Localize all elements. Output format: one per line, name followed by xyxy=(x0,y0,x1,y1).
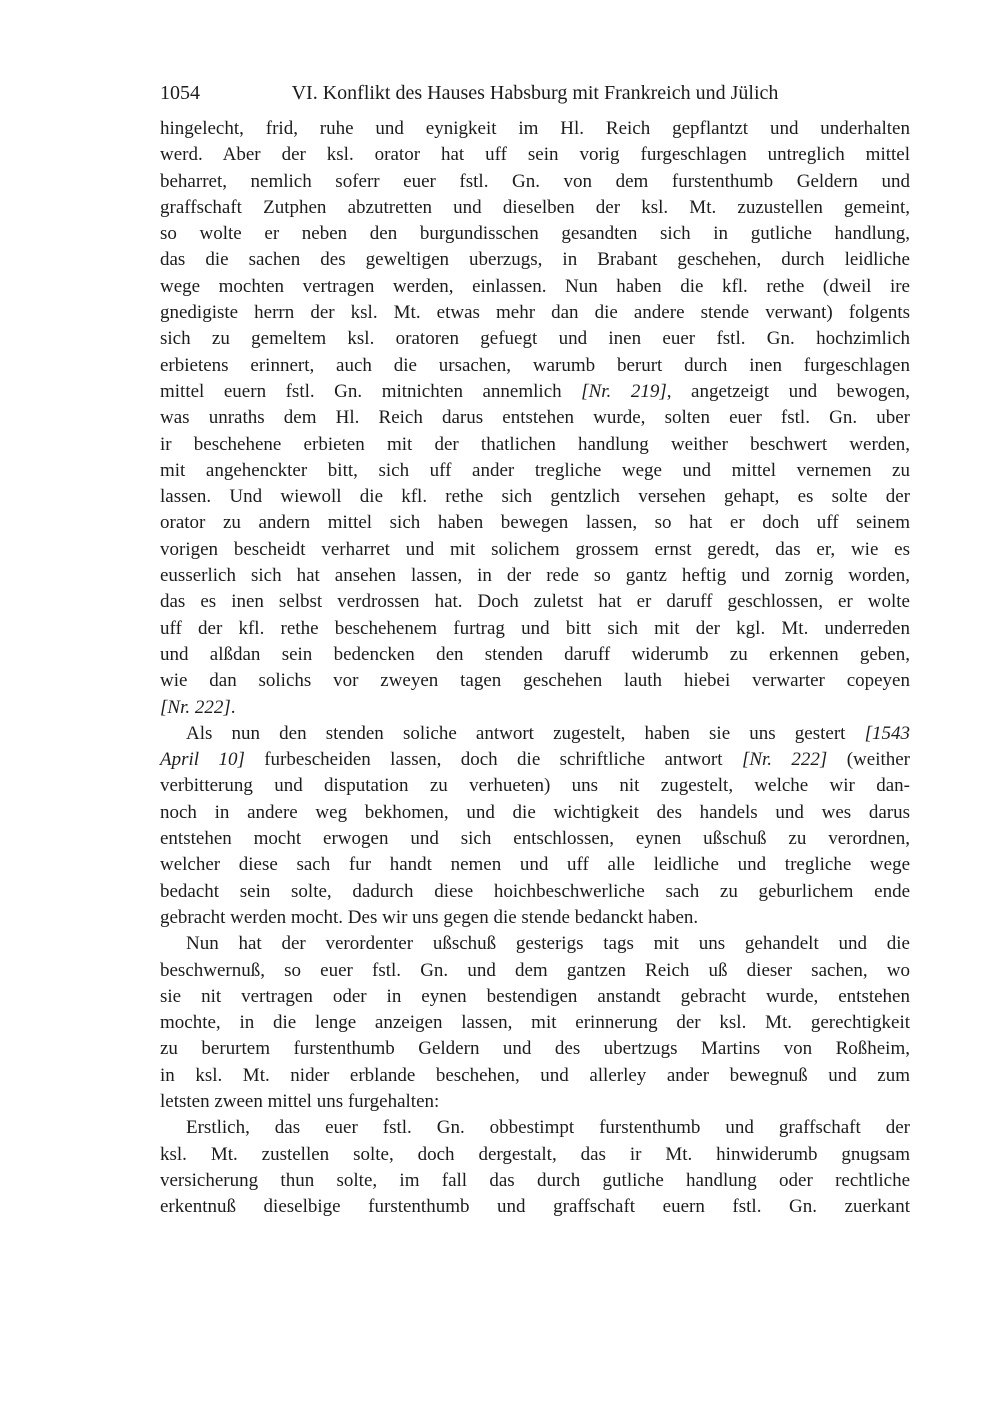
text-line xyxy=(160,169,910,195)
text-segment: hingelecht, frid, ruhe und eynigkeit im Hl. Reich gepflantzt und underhalten xyxy=(160,118,910,139)
text-segment: verbitterung und disputation zu verhueten) uns nit zugestelt, welche wir dan- xyxy=(160,775,910,797)
text-block xyxy=(160,116,910,1220)
text-segment: , angetzeigt und bewogen, xyxy=(666,380,911,402)
text-line xyxy=(160,1063,910,1089)
text-line xyxy=(160,616,910,642)
text-segment: Erstlich, das euer fstl. Gn. obbestimpt furstenthumb und graffschaft der xyxy=(186,1117,910,1139)
text-segment: was unraths dem Hl. Reich darus entstehen wurde, solten euer fstl. Gn. uber xyxy=(160,407,910,429)
text-line xyxy=(160,274,910,300)
text-line xyxy=(160,221,910,247)
text-line xyxy=(160,773,910,799)
text-segment: zu berurtem furstenthumb Geldern und des ubertzugs Martins von Roßheim, xyxy=(160,1038,910,1060)
text-line xyxy=(160,800,910,826)
text-line xyxy=(160,958,910,984)
page-number: 1054 xyxy=(160,82,200,104)
text-segment: wege mochten vertragen werden, einlassen. Nun haben die kfl. rethe (dweil ire xyxy=(160,275,910,297)
text-line xyxy=(160,563,910,589)
text-segment: eusserlich sich hat ansehen lassen, in der rede so gantz heftig und zornig worden, xyxy=(160,565,910,587)
running-header: VI. Konflikt des Hauses Habsburg mit Frankreich und Jülich xyxy=(291,82,779,104)
text-segment: versicherung thun solte, im fall das durch gutliche handlung oder rechtliche xyxy=(160,1169,910,1191)
text-segment: Nun hat der verordenter ußschuß gesterigs tags mit uns gehandelt und die xyxy=(186,933,910,955)
text-segment: entstehen mocht erwogen und sich entschlossen, eynen ußschuß zu verordnen, xyxy=(160,828,910,850)
text-segment: vorigen bescheidt verharret und mit solichem grossem ernst geredt, das er, wie es xyxy=(160,538,910,560)
text-line xyxy=(160,668,910,694)
text-segment: erbietens erinnert, auch die ursachen, warumb berurt durch inen furgeschlagen xyxy=(160,354,910,376)
text-line xyxy=(160,300,910,326)
text-line xyxy=(160,353,910,379)
text-line xyxy=(160,326,910,352)
text-line xyxy=(160,1089,910,1115)
text-line xyxy=(160,721,910,747)
text-segment: welcher diese sach fur handt nemen und uff alle leidliche und tregliche wege xyxy=(160,854,910,876)
text-segment: mit angehenckter bitt, sich uff ander tregliche wege und mittel vernemen zu xyxy=(160,459,910,481)
text-segment: mittel euern fstl. Gn. mitnichten annemlich xyxy=(160,380,582,402)
text-segment: (weither xyxy=(827,749,911,771)
text-segment: beschwernuß, so euer fstl. Gn. und dem gantzen Reich uß dieser sachen, wo xyxy=(160,959,910,981)
text-line xyxy=(160,852,910,878)
text-line xyxy=(160,826,910,852)
reference-citation: April 10] xyxy=(160,749,245,771)
text-segment: uff der kfl. rethe beschehenem furtrag und bitt sich mit der kgl. Mt. underreden xyxy=(160,617,910,639)
text-line xyxy=(160,1194,910,1220)
text-segment: mochte, in die lenge anzeigen lassen, mit erinnerung der ksl. Mt. gerechtigkeit xyxy=(160,1012,910,1034)
text-segment: . xyxy=(230,696,236,718)
text-segment: bedacht sein solte, dadurch diese hoichbeschwerliche sach zu geburlichem ende xyxy=(160,880,910,902)
text-segment: beharret, nemlich soferr euer fstl. Gn. von dem furstenthumb Geldern und xyxy=(160,170,910,192)
text-line xyxy=(160,1168,910,1194)
text-segment: erkentnuß dieselbige furstenthumb und graffschaft euern fstl. Gn. zuerkant xyxy=(160,1196,910,1218)
text-line xyxy=(160,247,910,273)
text-segment: gebracht werden mocht. Des wir uns gegen die stende bedanckt haben. xyxy=(160,906,699,928)
text-segment: werd. Aber der ksl. orator hat uff sein vorig furgeschlagen untreglich mittel xyxy=(160,144,910,166)
text-line xyxy=(160,1010,910,1036)
reference-citation: [1543 xyxy=(864,722,910,744)
text-segment: letsten zween mittel uns furgehalten: xyxy=(160,1090,440,1112)
text-segment: lassen. Und wiewoll die kfl. rethe sich gentzlich versehen gehapt, es solte der xyxy=(160,486,910,508)
text-line xyxy=(160,1036,910,1062)
text-segment: furbescheiden lassen, doch die schriftliche antwort xyxy=(244,749,742,771)
text-line xyxy=(160,379,910,405)
text-line xyxy=(160,537,910,563)
text-segment: so wolte er neben den burgundisschen gesandten sich in gutliche handlung, xyxy=(160,223,910,245)
text-segment: das es inen selbst verdrossen hat. Doch zuletst hat er daruff geschlossen, er wolte xyxy=(160,591,910,613)
reference-citation: [Nr. 222] xyxy=(160,696,231,718)
text-segment: gnedigiste herrn der ksl. Mt. etwas mehr dan die andere stende verwant) folgents xyxy=(160,302,910,324)
text-line xyxy=(160,510,910,536)
text-line xyxy=(160,747,910,773)
reference-citation: [Nr. 222] xyxy=(741,749,828,771)
text-line xyxy=(160,879,910,905)
text-line xyxy=(160,695,910,721)
text-segment: und alßdan sein bedencken den stenden daruff widerumb zu erkennen geben, xyxy=(160,643,910,665)
text-segment: ir beschehene erbieten mit der thatlichen handlung weither beschwert werden, xyxy=(160,433,910,455)
text-line xyxy=(160,905,910,931)
text-line xyxy=(160,484,910,510)
text-line xyxy=(160,984,910,1010)
text-segment: sie nit vertragen oder in eynen bestendigen anstandt gebracht wurde, entstehen xyxy=(160,985,910,1007)
text-segment: orator zu andern mittel sich haben bewegen lassen, so hat er doch uff seinem xyxy=(160,512,910,534)
text-segment: graffschaft Zutphen abzutretten und dieselben der ksl. Mt. zuzustellen gemeint, xyxy=(160,196,910,218)
page-header xyxy=(160,80,910,106)
text-segment: wie dan solichs vor zweyen tagen geschehen lauth hiebei verwarter copeyen xyxy=(160,670,910,692)
text-line xyxy=(160,458,910,484)
text-segment: das die sachen des geweltigen uberzugs, in Brabant geschehen, durch leidliche xyxy=(160,249,910,271)
text-line xyxy=(160,432,910,458)
text-segment: sich zu gemeltem ksl. oratoren gefuegt und inen euer fstl. Gn. hochzimlich xyxy=(160,328,910,350)
text-line xyxy=(160,405,910,431)
text-line xyxy=(160,589,910,615)
text-line xyxy=(160,142,910,168)
text-segment: in ksl. Mt. nider erblande beschehen, und allerley ander bewegnuß und zum xyxy=(160,1064,910,1086)
text-line xyxy=(160,195,910,221)
text-line xyxy=(160,931,910,957)
text-segment: noch in andere weg bekhomen, und die wichtigkeit des handels und wes darus xyxy=(160,801,910,823)
text-line xyxy=(160,116,910,142)
text-segment: Als nun den stenden soliche antwort zugestelt, haben sie uns gestert xyxy=(186,722,865,744)
text-line xyxy=(160,1142,910,1168)
text-segment: ksl. Mt. zustellen solte, doch dergestalt, das ir Mt. hinwiderumb gnugsam xyxy=(160,1143,910,1165)
text-line xyxy=(160,642,910,668)
text-line xyxy=(160,1115,910,1141)
reference-citation: [Nr. 219] xyxy=(581,380,667,402)
